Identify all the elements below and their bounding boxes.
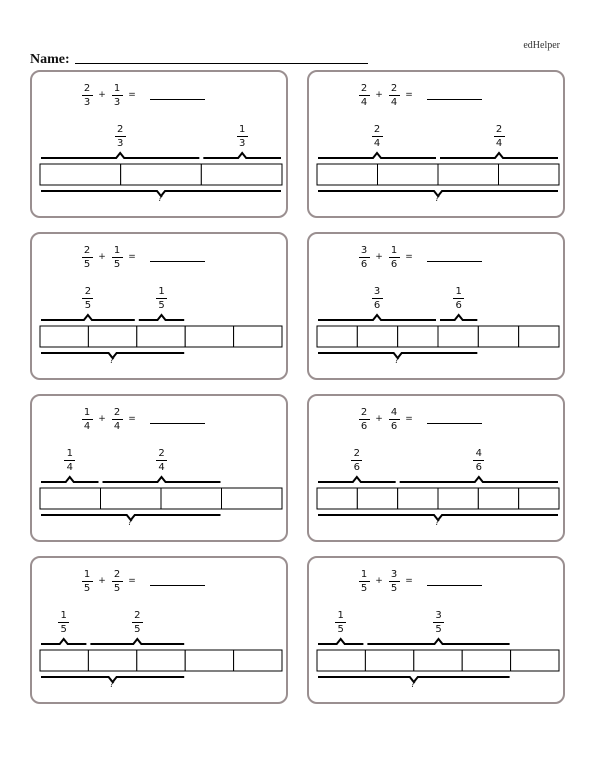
brace-addend-a (318, 153, 436, 158)
name-line[interactable] (75, 63, 368, 64)
problem-card (30, 394, 288, 542)
plus-sign: + (98, 414, 106, 424)
brace-label-b (234, 124, 250, 149)
bar-segment (398, 326, 438, 347)
sum-question-mark: ? (109, 680, 115, 690)
addend-a-fraction-numerator: 2 (360, 82, 368, 94)
fraction-bar (156, 298, 167, 299)
fraction-bar (453, 298, 464, 299)
brace-label-b (154, 448, 170, 473)
brace-label-a-denominator: 4 (373, 138, 381, 149)
addend-b-fraction-denominator: 5 (113, 258, 121, 270)
brace-addend-a (41, 639, 86, 644)
brace-label-a-numerator: 1 (337, 610, 344, 621)
brace-label-b-denominator: 6 (455, 300, 462, 311)
brace-addend-b (400, 477, 558, 482)
fraction-bar (372, 298, 383, 299)
bar-segment (511, 650, 559, 671)
brace-label-a (62, 448, 78, 473)
sum-question-mark: ? (109, 356, 115, 366)
brace-label-a-denominator: 5 (60, 624, 67, 635)
brand-label: edHelper (523, 40, 560, 51)
brace-label-a (56, 610, 72, 635)
brace-addend-a (41, 153, 199, 158)
brace-addend-a (318, 315, 436, 320)
addend-b-fraction-numerator: 2 (113, 406, 121, 418)
brace-label-b (431, 610, 447, 635)
addend-b-fraction-numerator: 4 (390, 406, 398, 418)
addend-a-fraction-denominator: 5 (83, 258, 91, 270)
brace-addend-b (203, 153, 281, 158)
addend-a-fraction-numerator: 1 (360, 568, 368, 580)
brace-label-a-denominator: 5 (337, 624, 344, 635)
brace-label-b-numerator: 4 (475, 448, 483, 459)
bar-segment (414, 650, 462, 671)
brace-label-b-numerator: 2 (134, 610, 141, 621)
fraction-bar (58, 622, 69, 623)
equals-sign: = (405, 252, 413, 262)
brace-addend-b (139, 315, 184, 320)
problem-card (30, 556, 288, 704)
bar-segment (185, 326, 233, 347)
addend-a-fraction-denominator: 3 (83, 96, 91, 108)
name-label: Name: (30, 52, 70, 67)
addend-a-fraction-numerator: 1 (83, 406, 91, 418)
bar-segment (317, 326, 357, 347)
brace-label-b (471, 448, 487, 473)
bar-segment (365, 650, 413, 671)
addend-a-fraction-denominator: 6 (360, 258, 368, 270)
fraction-bar (335, 622, 346, 623)
brace-addend-b (103, 477, 221, 482)
fraction-bar (132, 622, 143, 623)
bar-segment (462, 650, 510, 671)
fraction-bar (473, 460, 484, 461)
bar-segment (317, 488, 357, 509)
addend-b-fraction-denominator: 4 (390, 96, 398, 108)
brace-label-b-denominator: 5 (134, 624, 141, 635)
addend-a-fraction-numerator: 2 (360, 406, 368, 418)
sum-question-mark: ? (158, 194, 163, 204)
brace-label-b-numerator: 1 (158, 286, 165, 297)
bar-segment (519, 488, 559, 509)
brace-label-a-numerator: 1 (60, 610, 67, 621)
brace-label-a-numerator: 2 (84, 286, 92, 297)
bar-segment (499, 164, 560, 185)
equals-sign: = (405, 90, 413, 100)
addend-b-fraction-denominator: 5 (113, 582, 121, 594)
brace-label-a (112, 124, 128, 149)
bar-segment (357, 326, 397, 347)
brace-label-a-numerator: 2 (116, 124, 124, 135)
bar-segment (234, 326, 282, 347)
bar-segment (438, 164, 499, 185)
addend-a-fraction-denominator: 5 (83, 582, 91, 594)
plus-sign: + (98, 252, 106, 262)
brace-label-b-numerator: 2 (158, 448, 165, 459)
plus-sign: + (98, 90, 106, 100)
brace-label-a-denominator: 3 (116, 138, 124, 149)
brace-label-a-numerator: 2 (373, 124, 381, 135)
fraction-bar-model (309, 234, 567, 382)
brace-addend-b (367, 639, 509, 644)
bar-segment (88, 326, 136, 347)
bar-segment (121, 164, 202, 185)
equals-sign: = (405, 576, 413, 586)
bar-segment (40, 326, 88, 347)
equals-sign: = (128, 90, 136, 100)
sum-question-mark: ? (435, 194, 440, 204)
plus-sign: + (375, 414, 383, 424)
brace-addend-b (440, 153, 558, 158)
bar-segment (519, 326, 559, 347)
addend-a-fraction-numerator: 2 (83, 82, 91, 94)
brace-label-b-numerator: 1 (238, 124, 246, 135)
plus-sign: + (375, 576, 383, 586)
fraction-bar (372, 136, 383, 137)
fraction-bar (351, 460, 362, 461)
bar-segment (438, 488, 478, 509)
addend-b-fraction-numerator: 1 (113, 82, 121, 94)
addend-b-fraction-denominator: 5 (390, 582, 398, 594)
addend-b-fraction-numerator: 1 (390, 244, 398, 256)
brace-label-a (369, 286, 385, 311)
brace-label-b-denominator: 6 (475, 462, 483, 473)
brace-addend-b (90, 639, 184, 644)
plus-sign: + (375, 90, 383, 100)
brace-label-a (369, 124, 385, 149)
addend-b-fraction-denominator: 6 (390, 258, 398, 270)
brace-label-a-denominator: 6 (373, 300, 381, 311)
fraction-bar (115, 136, 126, 137)
addend-b-fraction-numerator: 3 (390, 568, 398, 580)
brace-label-a (333, 610, 349, 635)
addend-b-fraction-numerator: 2 (113, 568, 121, 580)
addend-b-fraction-denominator: 6 (390, 420, 398, 432)
problem-card (30, 70, 288, 218)
equals-sign: = (128, 414, 136, 424)
addend-a-fraction-numerator: 3 (360, 244, 368, 256)
bar-segment (40, 488, 101, 509)
bar-segment (161, 488, 222, 509)
brace-label-b-numerator: 3 (435, 610, 442, 621)
bar-segment (101, 488, 162, 509)
problem-card (30, 232, 288, 380)
sum-question-mark: ? (410, 680, 416, 690)
bar-segment (398, 488, 438, 509)
brace-label-b-denominator: 5 (435, 624, 442, 635)
brace-label-a-numerator: 2 (353, 448, 361, 459)
fraction-bar (156, 460, 167, 461)
bar-segment (137, 326, 185, 347)
sum-question-mark: ? (127, 518, 133, 528)
equals-sign: = (405, 414, 413, 424)
brace-addend-a (41, 315, 135, 320)
bar-segment (222, 488, 283, 509)
equals-sign: = (128, 576, 136, 586)
bar-segment (478, 326, 518, 347)
brace-label-b-denominator: 4 (495, 138, 503, 149)
bar-segment (201, 164, 282, 185)
addend-b-fraction-denominator: 3 (113, 96, 121, 108)
addend-a-fraction-denominator: 4 (360, 96, 368, 108)
bar-segment (40, 650, 88, 671)
brace-label-b-denominator: 3 (238, 138, 246, 149)
addend-a-fraction-denominator: 6 (360, 420, 368, 432)
addend-b-fraction-numerator: 2 (390, 82, 398, 94)
brace-label-a-denominator: 5 (84, 300, 92, 311)
sum-question-mark: ? (394, 356, 400, 366)
problem-card (307, 232, 565, 380)
fraction-bar (494, 136, 505, 137)
brace-addend-a (318, 639, 363, 644)
brace-label-b (451, 286, 467, 311)
fraction-bar (237, 136, 248, 137)
addend-a-fraction-numerator: 1 (83, 568, 91, 580)
plus-sign: + (375, 252, 383, 262)
brace-label-b-denominator: 4 (158, 462, 165, 473)
brace-label-a (80, 286, 96, 311)
problem-card (307, 70, 565, 218)
addend-a-fraction-denominator: 4 (83, 420, 91, 432)
brace-label-a-numerator: 1 (66, 448, 73, 459)
brace-label-b (491, 124, 507, 149)
bar-segment (88, 650, 136, 671)
addend-a-fraction-denominator: 5 (360, 582, 368, 594)
plus-sign: + (98, 576, 106, 586)
bar-segment (40, 164, 121, 185)
brace-label-b (154, 286, 170, 311)
brace-label-b-numerator: 2 (495, 124, 503, 135)
brace-addend-a (318, 477, 396, 482)
addend-a-fraction-numerator: 2 (83, 244, 91, 256)
fraction-bar (64, 460, 75, 461)
addend-b-fraction-numerator: 1 (113, 244, 121, 256)
problem-card (307, 556, 565, 704)
fraction-bar (82, 298, 93, 299)
brace-addend-b (440, 315, 477, 320)
brace-addend-a (41, 477, 99, 482)
bar-segment (317, 650, 365, 671)
brace-label-a (349, 448, 365, 473)
bar-segment (137, 650, 185, 671)
problem-card (307, 394, 565, 542)
brace-label-b (129, 610, 145, 635)
addend-b-fraction-denominator: 4 (113, 420, 121, 432)
sum-question-mark: ? (435, 518, 440, 528)
bar-segment (478, 488, 518, 509)
bar-segment (378, 164, 439, 185)
fraction-bar (433, 622, 444, 623)
bar-segment (234, 650, 282, 671)
equals-sign: = (128, 252, 136, 262)
brace-label-a-denominator: 6 (353, 462, 361, 473)
bar-segment (317, 164, 378, 185)
brace-label-a-denominator: 4 (66, 462, 73, 473)
bar-segment (438, 326, 478, 347)
bar-segment (185, 650, 233, 671)
brace-label-b-numerator: 1 (455, 286, 462, 297)
brace-label-b-denominator: 5 (158, 300, 165, 311)
brace-label-a-numerator: 3 (373, 286, 381, 297)
bar-segment (357, 488, 397, 509)
